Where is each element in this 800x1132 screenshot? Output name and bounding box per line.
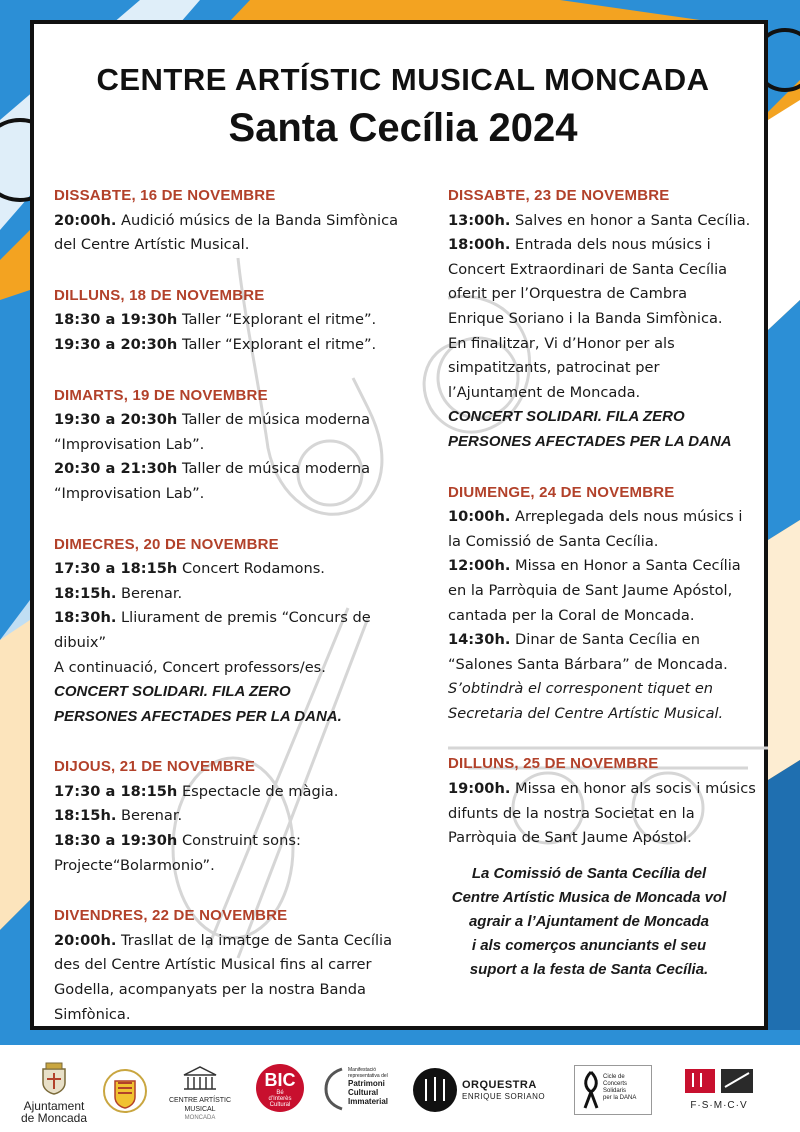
crest-icon xyxy=(37,1059,71,1095)
event-time: 20:00h. xyxy=(54,931,117,949)
event-line: “Improvisation Lab”. xyxy=(54,435,205,453)
schedule-left-column xyxy=(54,184,414,1027)
day-heading: DILLUNS, 18 DE NOVEMBRE xyxy=(54,286,265,304)
event-line: 12:00h. Missa en Honor a Santa Cecília xyxy=(448,557,741,575)
solidarity-note: PERSONES AFECTADES PER LA DANA xyxy=(448,432,732,450)
day-heading: DIUMENGE, 24 DE NOVEMBRE xyxy=(448,483,675,501)
event-line: 20:30 a 21:30h Taller de música moderna xyxy=(54,460,371,478)
event-line: en la Parròquia de Sant Jaume Apóstol, xyxy=(448,581,733,599)
day-heading: DISSABTE, 23 DE NOVEMBRE xyxy=(448,187,670,204)
event-line: “Improvisation Lab”. xyxy=(54,484,205,502)
day-block xyxy=(54,533,414,730)
day-heading: DIMECRES, 20 DE NOVEMBRE xyxy=(54,535,279,553)
cicle-badge xyxy=(574,1065,652,1115)
day-block xyxy=(54,904,414,1027)
event-line: des del Centre Artístic Musical fins al carrer xyxy=(54,956,372,974)
event-line: 18:00h. Entrada dels nous músics i xyxy=(448,236,711,254)
event-line: 18:15h. Berenar. xyxy=(54,807,183,825)
event-time: 18:15h. xyxy=(54,584,117,602)
event-line: 20:00h. Trasllat de la imatge de Santa Cecília xyxy=(54,931,393,949)
event-time: 19:30 a 20:30h xyxy=(54,411,178,429)
event-line: Parròquia de Sant Jaume Apóstol. xyxy=(448,829,692,847)
solidarity-note: CONCERT SOLIDARI. FILA ZERO xyxy=(54,683,291,701)
event-line: 18:30 a 19:30h Construint sons: xyxy=(54,832,301,850)
event-time: 17:30 a 18:15h xyxy=(54,560,178,578)
day-heading: DIJOUS, 21 DE NOVEMBRE xyxy=(54,758,256,776)
event-time: 20:00h. xyxy=(54,211,117,229)
page-title: CENTRE ARTÍSTIC MUSICAL MONCADA xyxy=(96,62,710,97)
event-time: 20:30 a 21:30h xyxy=(54,460,178,478)
ribbon-icon xyxy=(581,1070,601,1110)
event-line: cantada per la Coral de Moncada. xyxy=(448,606,695,624)
event-line: Enrique Soriano i la Banda Simfònica. xyxy=(448,309,723,327)
event-line: 14:30h. Dinar de Santa Cecília en xyxy=(448,631,700,649)
day-heading: DIVENDRES, 22 DE NOVEMBRE xyxy=(54,907,288,925)
schedule-right-column xyxy=(448,184,758,851)
cicle-concerts-logo xyxy=(574,1065,654,1115)
fsmcv-emblem-icon xyxy=(681,1067,757,1095)
event-line: difunts de la nostra Societat en la xyxy=(448,804,695,822)
event-time: 19:00h. xyxy=(448,780,511,798)
day-block xyxy=(54,184,414,258)
event-line: la Comissió de Santa Cecília. xyxy=(448,532,659,550)
event-line: oferit per l’Orquestra de Cambra xyxy=(448,285,688,303)
bic-logo: BIC Bé d’Interès Cultural xyxy=(255,1061,305,1120)
event-line: 19:30 a 20:30h Taller de música moderna xyxy=(54,411,371,429)
event-line: l’Ajuntament de Moncada. xyxy=(448,383,641,401)
event-time: 18:15h. xyxy=(54,807,117,825)
event-time: 18:30 a 19:30h xyxy=(54,311,178,329)
sponsor-logo-strip: Ajuntament de Moncada CENTRE ARTÍSTIC MUSICAL MONCADA BIC Bé d’Interès Cultural Manifestació representativa del Patrimoni Cultural Immaterial ORQUESTRA ENRIQUE SORIANO Cicle de Concerts Solidaris per la DANA F·S·M·C·V xyxy=(0,1045,800,1132)
day-block xyxy=(54,755,414,878)
event-line: Simfònica. xyxy=(54,1005,131,1023)
poster-card xyxy=(30,20,768,1030)
event-line: del Centre Artístic Musical. xyxy=(54,236,250,254)
event-line: 19:30 a 20:30h Taller “Explorant el ritme”. xyxy=(54,335,377,353)
event-line: 19:00h. Missa en honor als socis i músics xyxy=(448,780,756,798)
event-time: 10:00h. xyxy=(448,508,511,526)
event-time: 14:30h. xyxy=(448,631,511,649)
event-line: 20:00h. Audició músics de la Banda Simfònica xyxy=(54,211,399,229)
solidarity-note: PERSONES AFECTADES PER LA DANA. xyxy=(54,707,342,725)
lyre-crest-icon xyxy=(102,1063,148,1119)
event-time: 19:30 a 20:30h xyxy=(54,335,178,353)
event-line: 13:00h. Salves en honor a Santa Cecília. xyxy=(448,211,751,229)
event-time: 18:30 a 19:30h xyxy=(54,832,178,850)
event-time: 17:30 a 18:15h xyxy=(54,782,178,800)
event-line: 17:30 a 18:15h Espectacle de màgia. xyxy=(54,782,339,800)
event-line: 17:30 a 18:15h Concert Rodamons. xyxy=(54,560,325,578)
solidarity-note: CONCERT SOLIDARI. FILA ZERO xyxy=(448,408,685,426)
event-line: Concert Extraordinari de Santa Cecília xyxy=(448,260,728,278)
event-time: 12:00h. xyxy=(448,557,511,575)
day-block xyxy=(448,481,758,727)
patrimoni-text: Manifestació representativa del Patrimoni Cultural Immaterial xyxy=(348,1067,389,1106)
ticket-note: S’obtindrà el corresponent tiquet en xyxy=(448,680,714,698)
event-time: 13:00h. xyxy=(448,211,511,229)
day-block xyxy=(448,184,758,455)
event-line: 18:30h. Lliurament de premis “Concurs de dibuix” xyxy=(54,609,371,651)
fsmcv-logo: F·S·M·C·V xyxy=(678,1067,760,1112)
day-block xyxy=(54,284,414,358)
ajuntament-logo: Ajuntament de Moncada xyxy=(14,1059,94,1124)
event-line: 10:00h. Arreplegada dels nous músics i xyxy=(448,508,743,526)
event-line: A continuació, Concert professors/es. xyxy=(54,658,326,676)
event-line: 18:15h. Berenar. xyxy=(54,584,183,602)
event-line: “Salones Santa Bárbara” de Moncada. xyxy=(448,655,728,673)
event-line: Godella, acompanyats per la nostra Banda xyxy=(54,981,366,999)
day-block xyxy=(448,752,758,850)
event-line: simpatitzants, patrocinat per xyxy=(448,359,660,377)
building-icon xyxy=(180,1065,220,1091)
acknowledgement-text: La Comissió de Santa Cecília del Centre Artístic Musica de Moncada vol agrair a l’Ajuntament de Moncada i als comerços anunciants el seu suport a la festa de Santa Cecília. xyxy=(451,865,727,978)
event-time: 18:30h. xyxy=(54,609,117,627)
band-crest-logo xyxy=(100,1063,150,1124)
event-time: 18:00h. xyxy=(448,236,511,254)
day-heading: DIMARTS, 19 DE NOVEMBRE xyxy=(54,386,268,404)
event-line: Projecte“Bolarmonio”. xyxy=(54,856,215,874)
day-block xyxy=(54,384,414,507)
day-heading: DISSABTE, 16 DE NOVEMBRE xyxy=(54,187,276,204)
centre-artistic-logo: CENTRE ARTÍSTIC MUSICAL MONCADA xyxy=(160,1065,240,1122)
heritage-mark-icon xyxy=(322,1067,344,1111)
day-heading: DILLUNS, 25 DE NOVEMBRE xyxy=(448,755,659,773)
event-line: 18:30 a 19:30h Taller “Explorant el ritme”. xyxy=(54,311,377,329)
event-line: En finalitzar, Vi d’Honor per als xyxy=(448,334,675,352)
cicle-text: Cicle de Concerts Solidaris per la DANA xyxy=(603,1074,637,1101)
page-subtitle: Santa Cecília 2024 xyxy=(228,106,578,150)
ticket-note: Secretaria del Centre Artístic Musical. xyxy=(448,704,724,722)
orchestra-badge-icon xyxy=(412,1067,458,1113)
